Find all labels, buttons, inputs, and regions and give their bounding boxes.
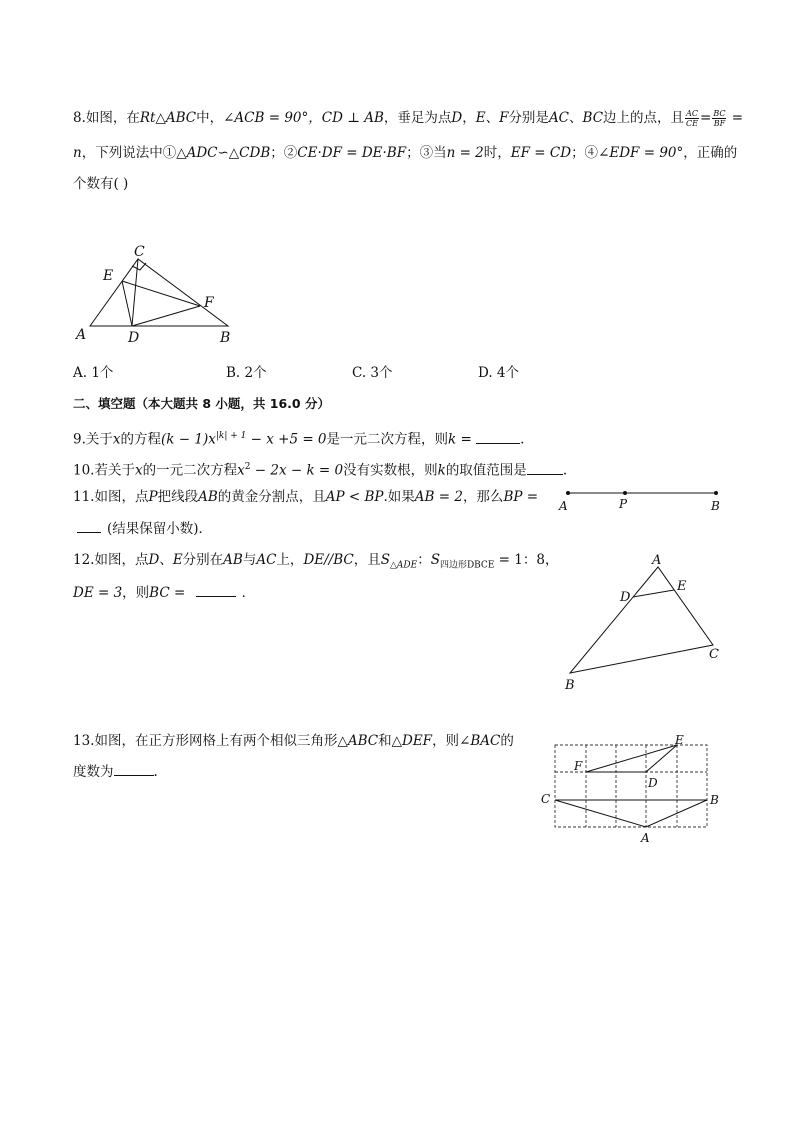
label-f: F (204, 295, 214, 311)
q8-option-b[interactable]: B. 2个 (226, 365, 267, 381)
triangle-abc (555, 800, 707, 827)
q8-option-c[interactable]: C. 3个 (352, 365, 393, 381)
label-c: C (134, 244, 145, 260)
q10-answer-blank[interactable] (527, 460, 563, 475)
label-b: B (565, 678, 575, 693)
point-a (566, 491, 570, 495)
label-e: E (675, 733, 684, 747)
q13-line1: 13.如图，在正方形网格上有两个相似三角形△ABC和△DEF，则∠BAC的 (73, 733, 514, 749)
label-a: A (76, 327, 87, 343)
label-d: D (128, 330, 140, 346)
segment-ed (122, 281, 132, 326)
label-a: A (641, 831, 650, 845)
q13-line2: 度数为 . (73, 761, 158, 782)
q12-answer-blank[interactable] (196, 582, 236, 597)
segment-cd (132, 259, 138, 326)
q12-line1: 12.如图，点D、E分别在AB与AC上，DE//BC，且$S_{\triangle ADE}$：$S_{四边形DBCE} = 1$：8， (73, 552, 559, 571)
q11-answer-blank[interactable] (77, 518, 101, 533)
q12-line2: DE = 3，则BC = ． (73, 582, 255, 603)
q11-line2: (结果保留小数)． (73, 518, 212, 539)
fraction-bc-bf: $\frac{BC}{BF}$ (713, 109, 726, 128)
label-b: B (711, 499, 720, 513)
triangle-abc (570, 567, 713, 673)
dashed-grid (555, 745, 707, 827)
right-angle-mark-c (132, 263, 146, 270)
label-b: B (710, 793, 719, 807)
q9-answer-blank[interactable] (476, 429, 520, 444)
label-p: P (619, 497, 628, 511)
q11-line1: 11.如图，点P把线段AB的黄金分割点，且AP < BP.如果AB = 2，那么BP = (73, 489, 539, 505)
fraction-ac-ce: $\frac{AC}{CE}$ (686, 109, 699, 128)
triangle-def (586, 745, 677, 772)
segment-ef (122, 281, 200, 306)
label-d: D (620, 590, 631, 605)
label-e: E (677, 579, 687, 594)
q9-line: 9.关于x的方程$(k - 1)x^{|k| + 1} - x +5 = 0$是一元二次方程，则k = . (73, 426, 524, 450)
point-b (714, 491, 718, 495)
q10-line: 10.若关于x的一元二次方程$x^2 - 2x - k = 0$没有实数根，则k的取值范围是 . (73, 457, 567, 481)
segment-df (132, 306, 200, 326)
label-c: C (541, 792, 551, 806)
label-a: A (652, 553, 662, 568)
q8-line3: 个数有( ) (73, 176, 129, 192)
point-p (623, 491, 627, 495)
label-c: C (709, 647, 719, 662)
q8-line2: n，下列说法中①△ADC∽△CDB；②CE·DF = DE·BF；③当n = 2时，EF = CD；④∠EDF = 90°，正确的 (73, 145, 738, 161)
segment-de (633, 590, 674, 597)
label-f: F (574, 759, 583, 773)
label-d: D (648, 776, 658, 790)
triangle-abc (90, 259, 228, 326)
q8-option-d[interactable]: D. 4个 (478, 365, 520, 381)
label-a: A (559, 499, 568, 513)
label-b: B (220, 330, 231, 346)
label-e: E (103, 268, 114, 284)
q8-line1: 8.如图，在Rt△ABC中，∠ACB = 90°，CD ⊥ AB，垂足为点D，E、F分别是AC、BC边上的点，且 $\frac{AC}{CE}$ = $\frac{BC}{BF}$ = (73, 109, 744, 128)
section-2-heading: 二、填空题（本大题共 8 小题，共 16.0 分） (73, 396, 330, 411)
q8-option-a[interactable]: A. 1个 (73, 365, 114, 381)
q13-answer-blank[interactable] (114, 761, 154, 776)
